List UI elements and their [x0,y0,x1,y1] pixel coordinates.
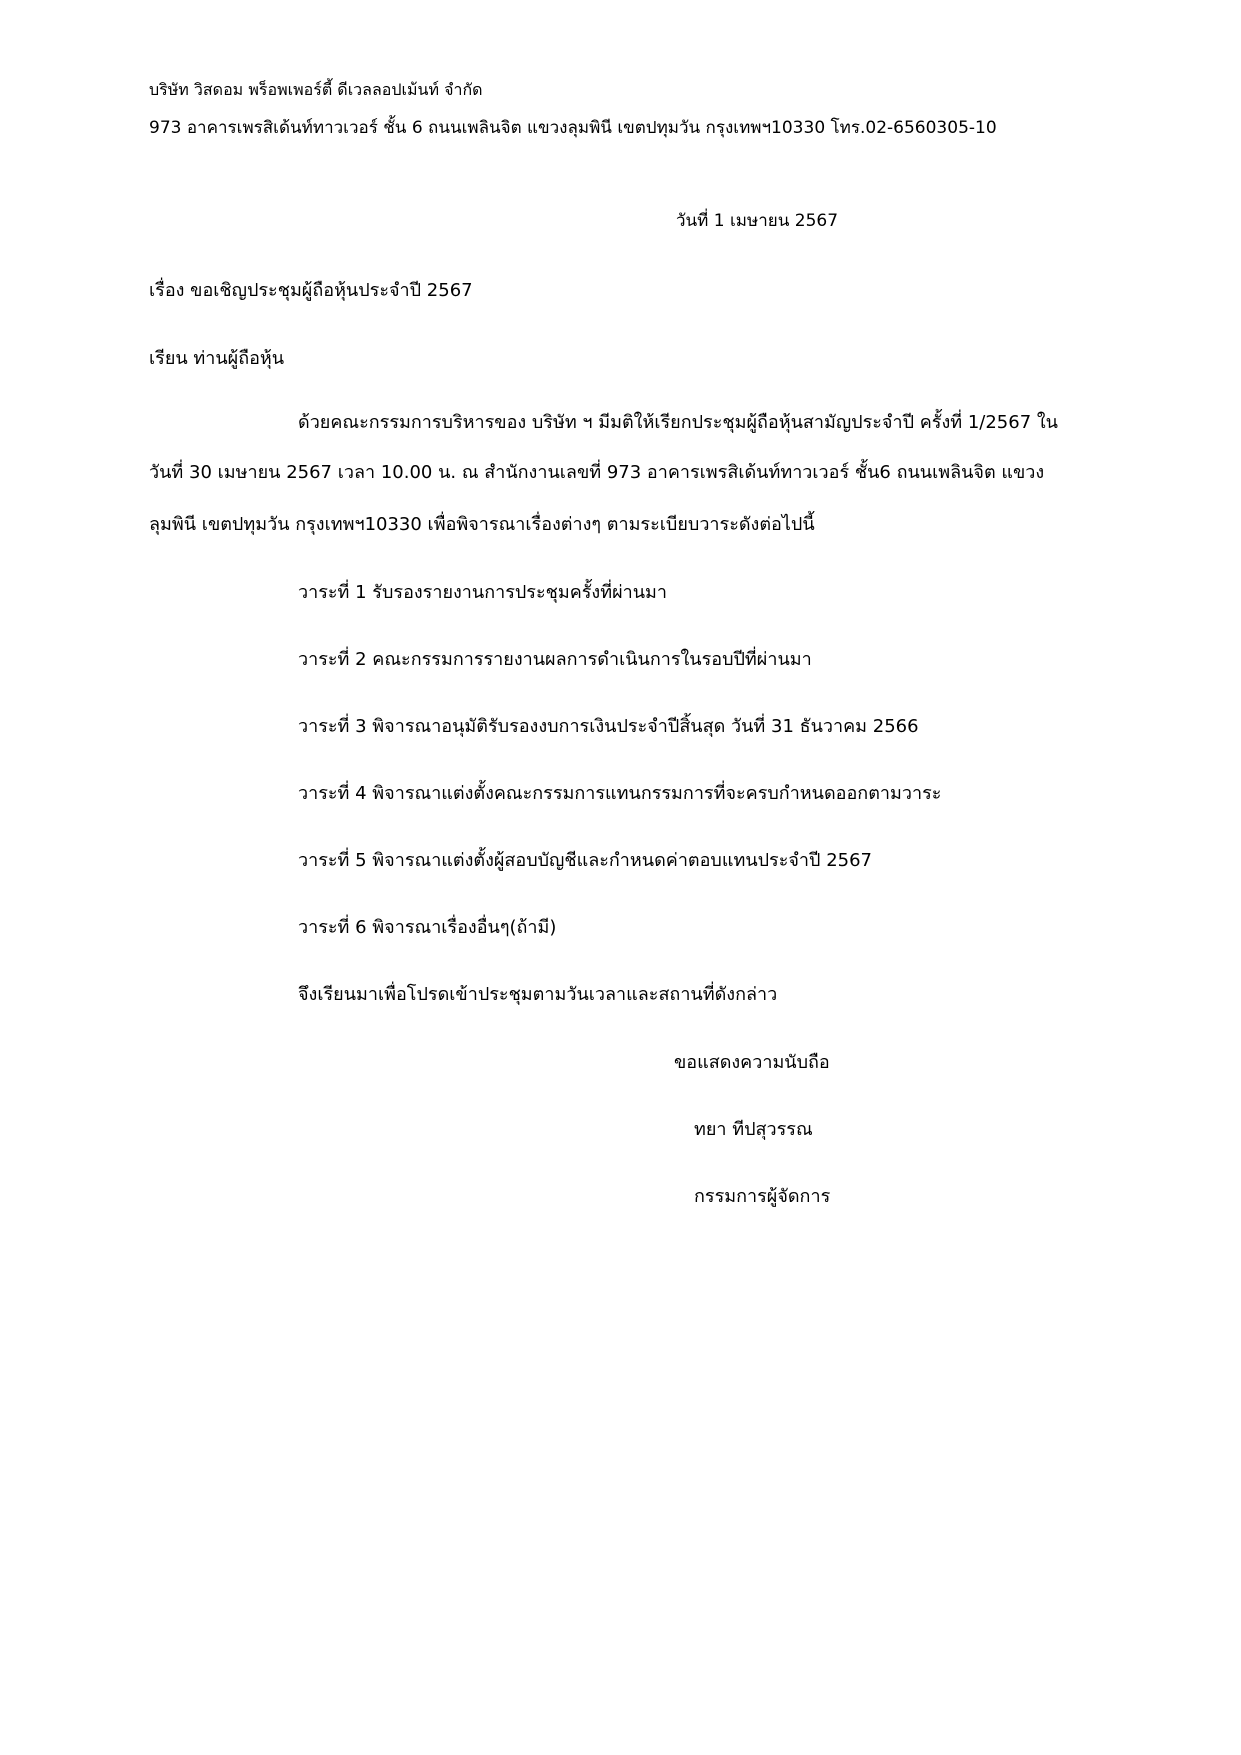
closing-sentence: จึงเรียนมาเพื่อโปรดเข้าประชุมตามวันเวลาและสถานที่ดังกล่าว [298,984,778,1005]
agenda-item-2: วาระที่ 2 คณะกรรมการรายงานผลการดำเนินการในรอบปีที่ผ่านมา [298,649,812,670]
agenda-item-6: วาระที่ 6 พิจารณาเรื่องอื่นๆ(ถ้ามี) [298,917,557,938]
body-line-2: วันที่ 30 เมษายน 2567 เวลา 10.00 น. ณ สำนักงานเลขที่ 973 อาคารเพรสิเด้นท์ทาวเวอร์ ชั้น6 ถนนเพลินจิต แขวง [149,462,1045,483]
letter-subject: เรื่อง ขอเชิญประชุมผู้ถือหุ้นประจำปี 2567 [149,280,473,301]
signature-regards: ขอแสดงความนับถือ [674,1052,830,1073]
agenda-item-3: วาระที่ 3 พิจารณาอนุมัติรับรองงบการเงินประจำปีสิ้นสุด วันที่ 31 ธันวาคม 2566 [298,716,919,737]
agenda-item-4: วาระที่ 4 พิจารณาแต่งตั้งคณะกรรมการแทนกรรมการที่จะครบกำหนดออกตามวาระ [298,783,942,804]
company-name: บริษัท วิสดอม พร็อพเพอร์ตี้ ดีเวลลอปเม้นท์ จำกัด [149,80,483,99]
company-address: 973 อาคารเพรสิเด้นท์ทาวเวอร์ ชั้น 6 ถนนเพลินจิต แขวงลุมพินี เขตปทุมวัน กรุงเทพฯ10330 โทร.02-6560305-10 [149,118,997,138]
letter-salutation: เรียน ท่านผู้ถือหุ้น [149,348,285,369]
agenda-item-5: วาระที่ 5 พิจารณาแต่งตั้งผู้สอบบัญชีและกำหนดค่าตอบแทนประจำปี 2567 [298,850,872,871]
body-line-3: ลุมพินี เขตปทุมวัน กรุงเทพฯ10330 เพื่อพิจารณาเรื่องต่างๆ ตามระเบียบวาระดังต่อไปนี้ [149,514,815,535]
signer-position: กรรมการผู้จัดการ [694,1186,831,1207]
signer-name: ทยา ทีปสุวรรณ [694,1119,813,1140]
letter-date: วันที่ 1 เมษายน 2567 [676,211,839,231]
agenda-item-1: วาระที่ 1 รับรองรายงานการประชุมครั้งที่ผ่านมา [298,582,668,603]
body-line-1: ด้วยคณะกรรมการบริหารของ บริษัท ฯ มีมติให้เรียกประชุมผู้ถือหุ้นสามัญประจำปี ครั้งที่ 1/2567 ใน [298,412,1058,433]
